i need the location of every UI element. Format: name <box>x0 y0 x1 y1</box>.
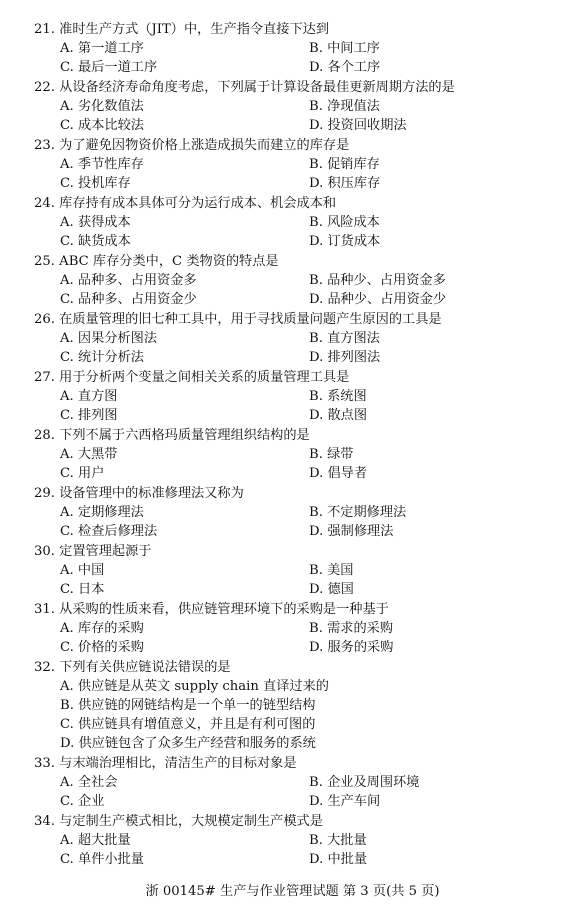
option-b: B. 直方图法 <box>309 331 380 346</box>
option-d: D. 积压库存 <box>309 176 381 191</box>
question-29 <box>0 484 585 542</box>
option-d: D. 强制修理法 <box>309 524 394 539</box>
option-d: D. 品种少、占用资金少 <box>309 292 447 307</box>
question-28 <box>0 426 585 484</box>
option-a: A. 获得成本 <box>60 215 131 230</box>
option-c: C. 投机库存 <box>60 176 131 191</box>
question-stem: 34. 与定制生产模式相比，大规模定制生产模式是 <box>34 814 323 829</box>
question-stem: 22. 从设备经济寿命角度考虑，下列属于计算设备最佳更新周期方法的是 <box>34 80 455 95</box>
question-stem: 30. 定置管理起源于 <box>34 544 152 559</box>
question-33 <box>0 754 585 812</box>
option-b: B. 系统图 <box>309 389 367 404</box>
option-b: B. 供应链的网链结构是一个单一的链型结构 <box>60 698 316 713</box>
option-c: C. 品种多、占用资金少 <box>60 292 197 307</box>
option-b: B. 企业及周围环境 <box>309 775 420 790</box>
option-b: B. 品种少、占用资金多 <box>309 273 446 288</box>
option-c: C. 供应链具有增值意义，并且是有利可图的 <box>60 717 316 732</box>
option-d: D. 排列图法 <box>309 350 381 365</box>
option-c: C. 统计分析法 <box>60 350 144 365</box>
option-d: D. 投资回收期法 <box>309 118 407 133</box>
question-26 <box>0 310 585 368</box>
option-a: A. 直方图 <box>60 389 118 404</box>
option-b: B. 中间工序 <box>309 41 380 56</box>
option-d: D. 中批量 <box>309 852 368 867</box>
question-34 <box>0 812 585 870</box>
question-stem: 33. 与末端治理相比，清洁生产的目标对象是 <box>34 756 297 771</box>
option-c: C. 最后一道工序 <box>60 60 158 75</box>
question-31 <box>0 600 585 658</box>
option-b: B. 需求的采购 <box>309 621 394 636</box>
option-b: B. 风险成本 <box>309 215 380 230</box>
option-d: D. 生产车间 <box>309 794 381 809</box>
option-d: D. 各个工序 <box>309 60 381 75</box>
question-stem: 23. 为了避免因物资价格上涨造成损失而建立的库存是 <box>34 138 350 153</box>
option-a: A. 中国 <box>60 563 105 578</box>
question-27 <box>0 368 585 426</box>
option-b: B. 大批量 <box>309 833 367 848</box>
option-a: A. 定期修理法 <box>60 505 144 520</box>
option-a: A. 季节性库存 <box>60 157 144 172</box>
option-d: D. 德国 <box>309 582 354 597</box>
question-24 <box>0 194 585 252</box>
option-d: D. 倡导者 <box>309 466 368 481</box>
option-a: A. 第一道工序 <box>60 41 144 56</box>
question-stem: 21. 准时生产方式（JIT）中，生产指令直接下达到 <box>34 22 330 37</box>
option-c: C. 成本比较法 <box>60 118 144 133</box>
option-a: A. 大黑带 <box>60 447 118 462</box>
question-21 <box>0 20 585 78</box>
option-c: C. 日本 <box>60 582 105 597</box>
option-a: A. 全社会 <box>60 775 118 790</box>
option-a: A. 库存的采购 <box>60 621 144 636</box>
option-a: A. 品种多、占用资金多 <box>60 273 197 288</box>
option-b: B. 净现值法 <box>309 99 380 114</box>
option-c: C. 检查后修理法 <box>60 524 158 539</box>
question-stem: 24. 库存持有成本具体可分为运行成本、机会成本和 <box>34 196 337 211</box>
question-32 <box>0 658 585 754</box>
question-stem: 29. 设备管理中的标准修理法又称为 <box>34 486 244 501</box>
option-c: C. 缺货成本 <box>60 234 131 249</box>
option-d: D. 供应链包含了众多生产经营和服务的系统 <box>60 736 316 751</box>
option-d: D. 订货成本 <box>309 234 381 249</box>
option-c: C. 企业 <box>60 794 105 809</box>
question-30 <box>0 542 585 600</box>
option-a: A. 劣化数值法 <box>60 99 144 114</box>
option-a: A. 超大批量 <box>60 833 131 848</box>
question-stem: 32. 下列有关供应链说法错误的是 <box>34 660 231 675</box>
option-c: C. 用户 <box>60 466 105 481</box>
option-a: A. 供应链是从英文 supply chain 直译过来的 <box>60 679 329 694</box>
option-d: D. 散点图 <box>309 408 368 423</box>
option-b: B. 促销库存 <box>309 157 380 172</box>
option-b: B. 绿带 <box>309 447 354 462</box>
question-stem: 27. 用于分析两个变量之间相关关系的质量管理工具是 <box>34 370 350 385</box>
option-c: C. 单件小批量 <box>60 852 144 867</box>
option-d: D. 服务的采购 <box>309 640 394 655</box>
question-25 <box>0 252 585 310</box>
option-b: B. 不定期修理法 <box>309 505 407 520</box>
question-22 <box>0 78 585 136</box>
option-c: C. 排列图 <box>60 408 118 423</box>
question-stem: 26. 在质量管理的旧七种工具中，用于寻找质量问题产生原因的工具是 <box>34 312 442 327</box>
question-stem: 31. 从采购的性质来看，供应链管理环境下的采购是一种基于 <box>34 602 389 617</box>
option-a: A. 因果分析图法 <box>60 331 158 346</box>
option-b: B. 美国 <box>309 563 354 578</box>
page-footer: 浙 00145# 生产与作业管理试题 第 3 页(共 5 页) <box>145 884 440 899</box>
question-stem: 28. 下列不属于六西格玛质量管理组织结构的是 <box>34 428 310 443</box>
question-23 <box>0 136 585 194</box>
option-c: C. 价格的采购 <box>60 640 144 655</box>
question-stem: 25. ABC 库存分类中，C 类物资的特点是 <box>34 254 279 269</box>
